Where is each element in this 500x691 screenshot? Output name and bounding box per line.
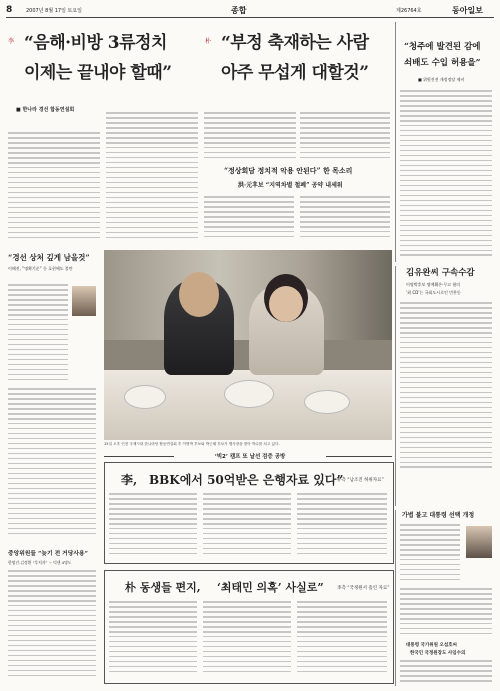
photo-bowl	[124, 385, 166, 409]
kim-subtitle2: ‘최 CD’는 국회도시로인 민찬동	[406, 290, 461, 295]
park-box-note: 李측 “국정원서 흘린 자료”	[337, 586, 390, 591]
issue-date: 2007년 8월 17일 토요일	[26, 8, 83, 14]
market-author-note: 한국인 국정원장도 사임수의	[410, 651, 466, 656]
masthead	[6, 5, 494, 16]
policy-body-col2	[300, 196, 390, 244]
market-title: 가볍 불고 대통령 선택 개정	[402, 512, 475, 519]
park-box	[104, 570, 394, 684]
lee-tag: 李	[8, 38, 15, 45]
economy-portrait	[72, 286, 96, 316]
lee-article-body-col1	[8, 132, 100, 244]
park-box-body-col1	[109, 601, 197, 679]
photo-face-lee	[179, 272, 219, 317]
market-author-label: 대통령 국가위원 오섬호씨	[406, 643, 457, 648]
column-author: ■ 위원진전 개정정당 제비	[418, 77, 465, 82]
hong-title: 중앙위원들 “늦기 전 거당사용”	[8, 551, 88, 557]
park-box-body-col3	[297, 601, 387, 679]
economy-body-cont	[8, 388, 96, 538]
paper-name: 동아일보	[452, 5, 483, 15]
park-article-body-col2	[300, 112, 390, 162]
lee-box-body-col1	[109, 493, 197, 561]
park-box-body-col2	[203, 601, 291, 679]
policy-body-col1	[204, 196, 294, 244]
park-headline-line2: 아주 무섭게 대할것”	[221, 63, 369, 83]
park-headline-line1: “부정 축재하는 사람	[221, 33, 369, 53]
kim-title: 김유완씨 구속수감	[406, 268, 475, 278]
photo-bowl	[304, 390, 350, 414]
issue-number: 제26764호	[396, 8, 422, 14]
photo-face-park	[269, 286, 303, 322]
column-body-text	[400, 90, 492, 260]
park-box-tag: 朴 동생들 편지,	[125, 581, 201, 594]
photo-background	[104, 250, 392, 340]
page-number: 8	[6, 5, 13, 15]
lee-byline: ■ 한나라 경선 합동연설회	[16, 107, 75, 113]
economy-subtitle: 이해진, “명확기준” 등 호현에도 불만	[8, 266, 73, 271]
camp-rule-right	[326, 456, 392, 457]
kim-subtitle: 이명박후보 명예훼손·무고 혐의	[406, 282, 461, 287]
market-portrait	[466, 526, 492, 558]
lee-box-body-col3	[297, 493, 387, 561]
kim-body	[400, 302, 492, 472]
lee-headline-line1: “음해·비방 3류정치	[24, 33, 167, 53]
economy-article	[6, 252, 98, 288]
park-box-headline: ‘최태민 의혹’ 사실로”	[217, 581, 324, 594]
market-body	[400, 588, 492, 638]
park-article-body-col1	[204, 112, 296, 162]
lee-box-note: 朴측 “남조진 허위자료”	[337, 478, 384, 483]
kim-article	[395, 266, 496, 506]
column-title-line1: “청주에 발견된 감에	[404, 42, 481, 52]
market-body-top	[400, 524, 460, 584]
policy-title: “정상회담 정치적 악용 안된다” 한 목소리	[224, 166, 353, 175]
lee-box-tag: 李,	[121, 473, 138, 487]
camp-label: ‘빅2’ 캠프 또 날선 검증 공방	[214, 454, 286, 460]
park-tag: 朴	[205, 38, 212, 45]
lee-headline-line2: 이제는 끝내야 할때”	[24, 63, 172, 83]
market-body-bottom	[400, 660, 492, 684]
column-article	[395, 22, 496, 262]
park-headline-block	[205, 28, 390, 108]
photo-caption: 15일 오후 인천 국제시내 한나라당 합동연설회 후 이명박 후보와 박근혜 후보가 행사장을 찾아 박수를 치고 있다.	[104, 442, 280, 446]
market-article	[395, 510, 496, 686]
hong-body	[8, 570, 96, 682]
policy-article	[204, 166, 392, 246]
policy-subtitle: 洪·元후보 “지역차별 철폐” 공약 내세워	[238, 182, 343, 189]
masthead-rule	[6, 17, 494, 18]
lee-article-body-col2	[106, 112, 198, 244]
lee-box-headline: BBK에서 50억받은 은행자료 있다”	[149, 473, 344, 487]
economy-body	[8, 284, 68, 384]
main-photo	[104, 250, 392, 440]
photo-bowl	[224, 380, 274, 408]
lee-box	[104, 462, 394, 564]
lee-box-body-col2	[203, 493, 291, 561]
economy-title: “경선 상처 깊게 남을것”	[8, 253, 90, 262]
hong-subtitle: 한명건-김정환 “후치자” ~ 덕센 4명도	[8, 560, 72, 565]
column-title-line2: 쇠배도 수입 허용을”	[404, 58, 481, 68]
camp-rule-left	[104, 456, 174, 457]
section-name: 종합	[231, 6, 247, 15]
